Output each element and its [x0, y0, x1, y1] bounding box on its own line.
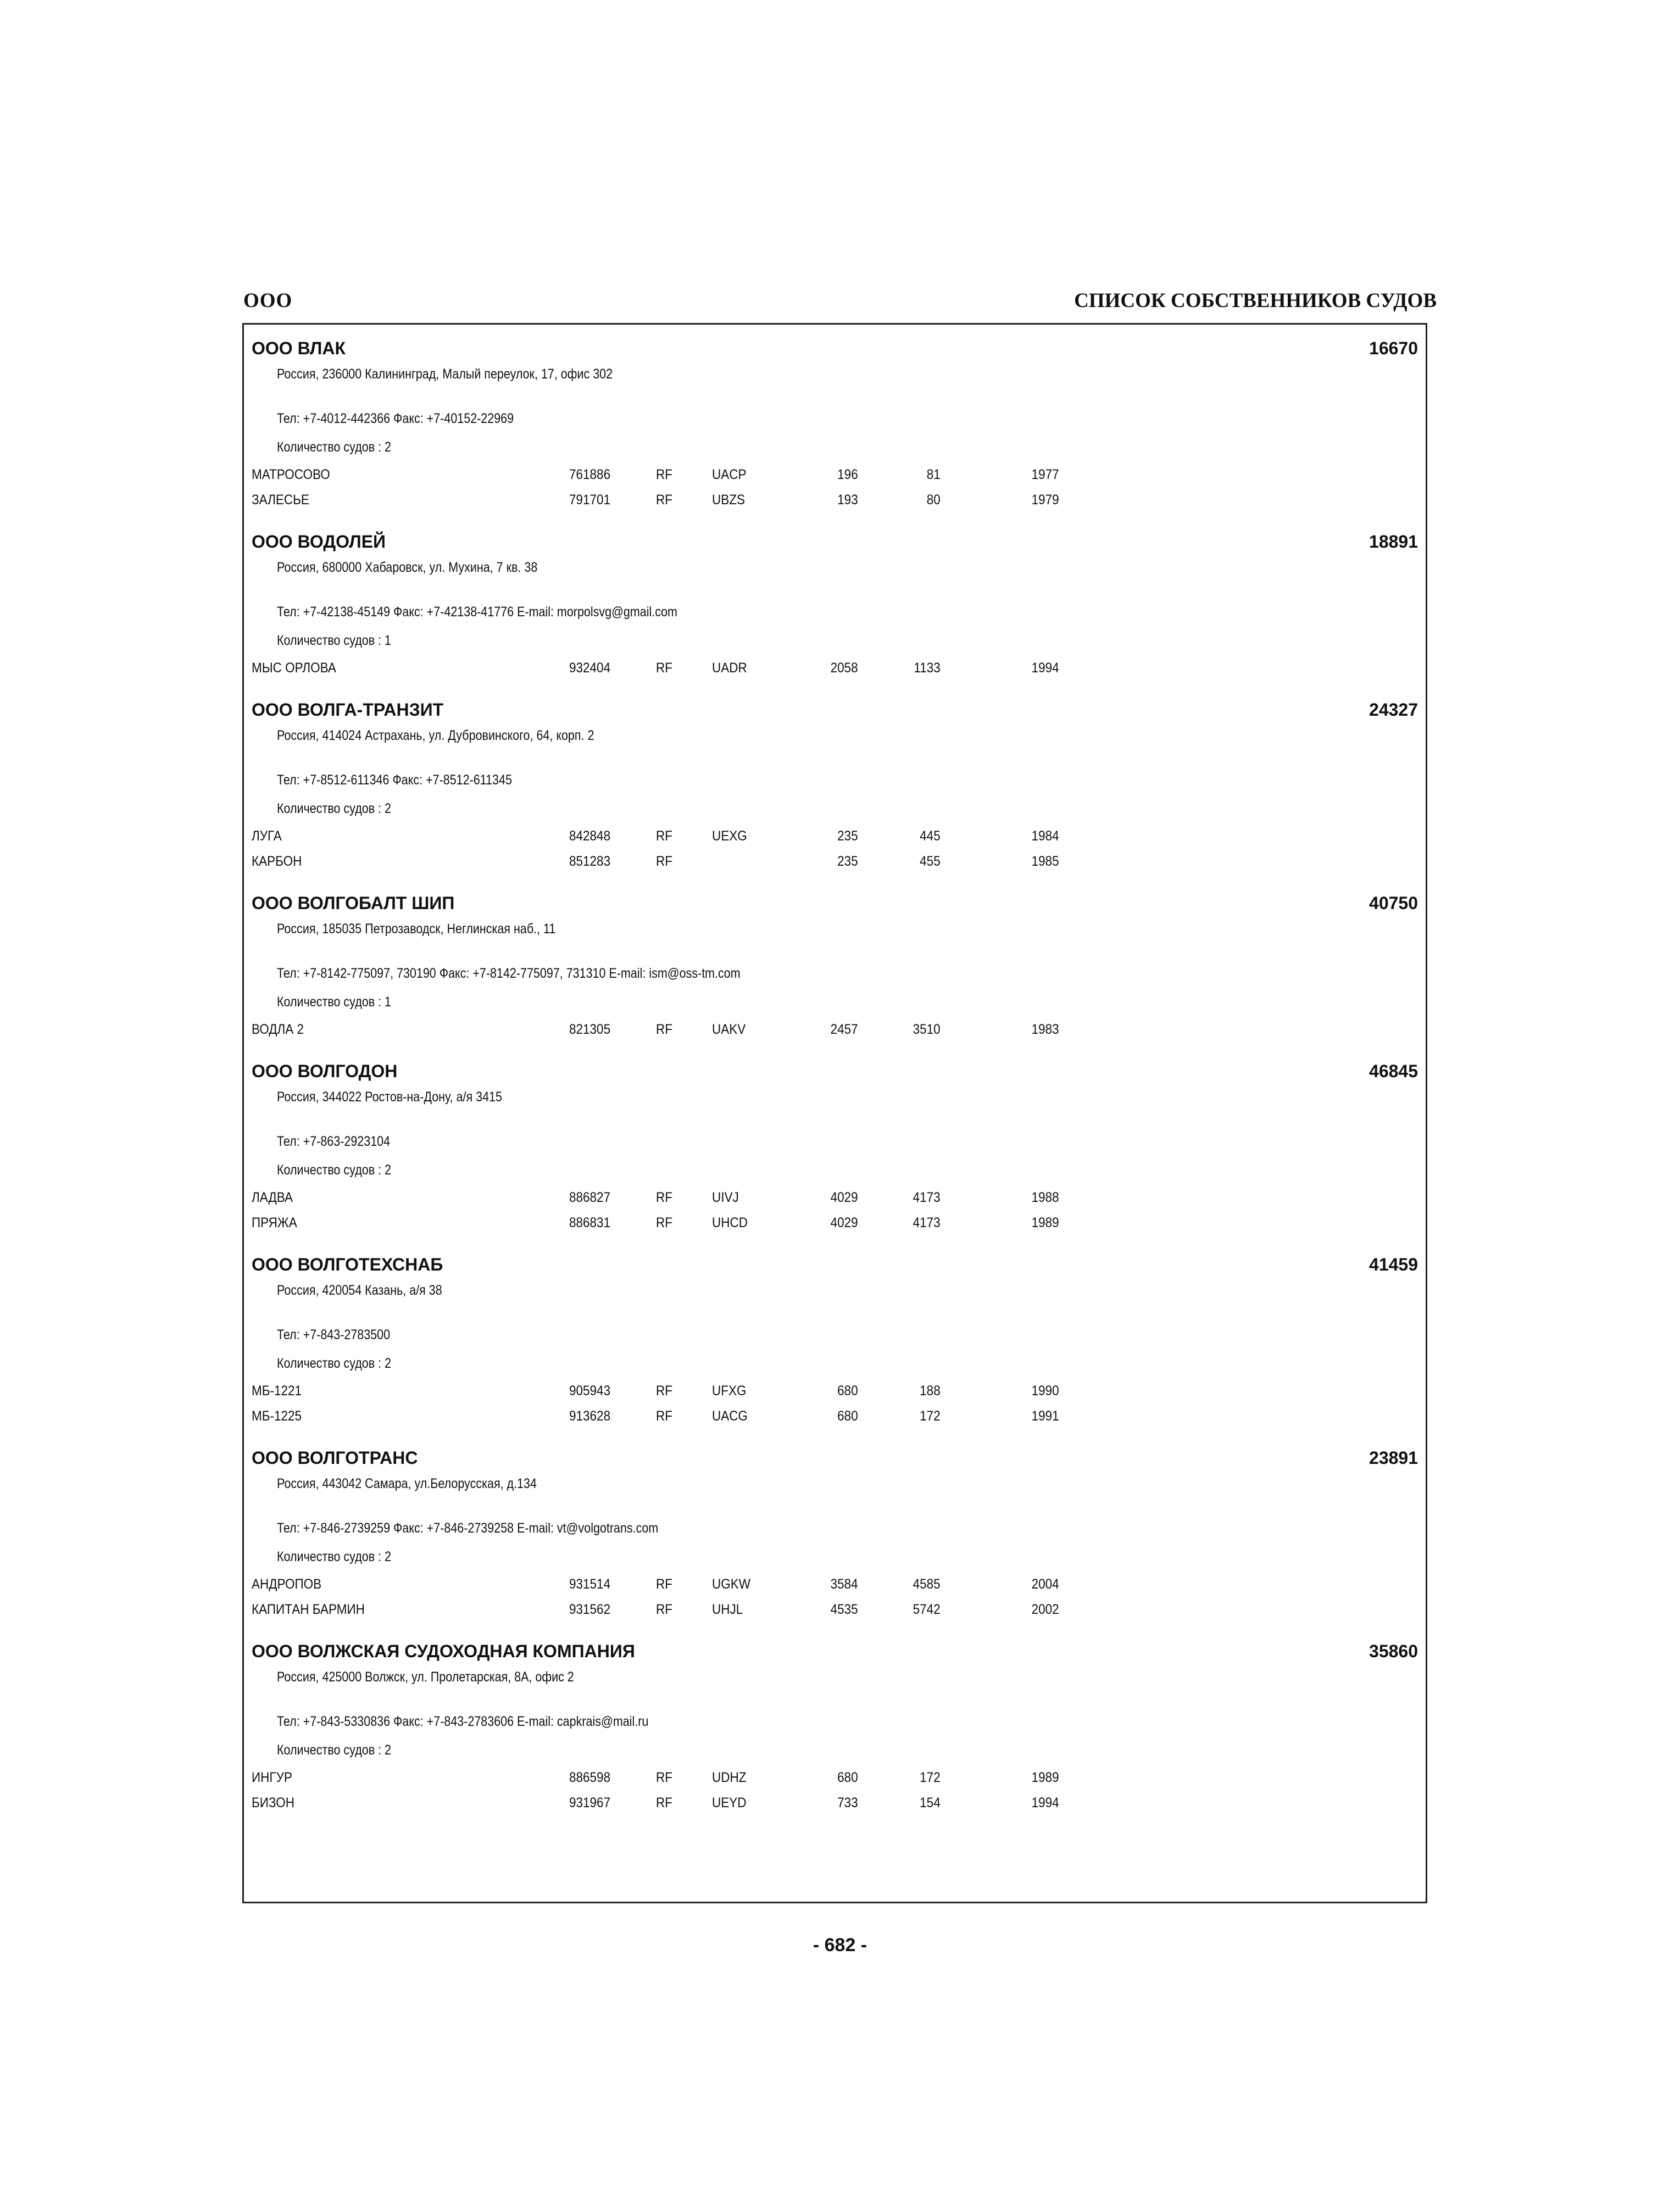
- vessel-deadweight: 3510: [913, 1022, 941, 1037]
- vessel-callsign: UDHZ: [712, 1770, 747, 1785]
- vessel-gross-tonnage: 680: [837, 1408, 858, 1424]
- vessel-count: Количество судов : 2: [277, 1549, 392, 1564]
- vessel-year: 1977: [1031, 467, 1059, 482]
- vessel-flag: RF: [656, 1576, 672, 1592]
- vessel-imo: 886831: [569, 1215, 611, 1230]
- vessel-name: БИЗОН: [252, 1795, 295, 1811]
- vessel-callsign: UEXG: [712, 828, 747, 844]
- vessel-name: ВОДЛА 2: [252, 1022, 304, 1037]
- vessel-flag: RF: [656, 1602, 672, 1617]
- owner-name: ООО ВОДОЛЕЙ: [252, 532, 386, 552]
- vessel-row: [244, 466, 1426, 483]
- owner-contacts: Тел: +7-8142-775097, 730190 Факс: +7-8142-775097, 731310 E-mail: ism@oss-tm.com: [277, 966, 741, 981]
- vessel-row: [244, 1576, 1426, 1592]
- vessel-callsign: UIVJ: [712, 1190, 739, 1205]
- owner-code: 35860: [1369, 1641, 1418, 1661]
- vessel-count: Количество судов : 1: [277, 994, 392, 1010]
- vessel-callsign: UFXG: [712, 1383, 747, 1399]
- vessel-year: 1990: [1031, 1383, 1059, 1399]
- vessel-name: МЫС ОРЛОВА: [252, 660, 336, 676]
- vessel-flag: RF: [656, 1408, 672, 1424]
- vessel-deadweight: 4585: [913, 1576, 941, 1592]
- vessel-callsign: UHCD: [712, 1215, 748, 1230]
- vessel-flag: RF: [656, 1215, 672, 1230]
- vessel-flag: RF: [656, 828, 672, 844]
- vessel-count: Количество судов : 2: [277, 1742, 392, 1758]
- vessel-row: [244, 660, 1426, 676]
- vessel-imo: 821305: [569, 1022, 611, 1037]
- vessel-deadweight: 188: [920, 1383, 941, 1399]
- vessel-year: 1994: [1031, 660, 1059, 676]
- vessel-imo: 851283: [569, 854, 611, 869]
- vessel-callsign: UEYD: [712, 1795, 747, 1811]
- owner-contacts: Тел: +7-4012-442366 Факс: +7-40152-22969: [277, 411, 514, 426]
- owner-contacts: Тел: +7-42138-45149 Факс: +7-42138-41776 E-mail: morpolsvg@gmail.com: [277, 604, 677, 620]
- vessel-count: Количество судов : 2: [277, 1162, 392, 1178]
- owner-address: Россия, 236000 Калининград, Малый переулок, 17, офис 302: [277, 366, 613, 382]
- vessel-year: 1985: [1031, 854, 1059, 869]
- vessel-name: ЛУГА: [252, 828, 282, 844]
- vessel-imo: 886598: [569, 1770, 611, 1785]
- vessel-callsign: UBZS: [712, 492, 746, 508]
- vessel-gross-tonnage: 4029: [830, 1190, 858, 1205]
- vessel-deadweight: 80: [926, 492, 941, 508]
- vessel-flag: RF: [656, 854, 672, 869]
- owner-name: ООО ВОЛГОБАЛТ ШИП: [252, 893, 455, 913]
- vessel-flag: RF: [656, 1770, 672, 1785]
- vessel-imo: 931967: [569, 1795, 611, 1811]
- vessel-gross-tonnage: 4535: [830, 1602, 858, 1617]
- owner-name: ООО ВОЛГОДОН: [252, 1061, 398, 1081]
- owner-code: 23891: [1369, 1448, 1418, 1468]
- vessel-gross-tonnage: 4029: [830, 1215, 858, 1230]
- running-header-left: ООО: [243, 289, 293, 312]
- vessel-row: [244, 1383, 1426, 1399]
- owner-address: Россия, 185035 Петрозаводск, Неглинская наб., 11: [277, 921, 556, 937]
- owner-contacts: Тел: +7-843-5330836 Факс: +7-843-2783606 E-mail: capkrais@mail.ru: [277, 1714, 649, 1729]
- vessel-deadweight: 445: [920, 828, 941, 844]
- vessel-deadweight: 1133: [914, 660, 941, 676]
- vessel-deadweight: 4173: [913, 1190, 941, 1205]
- vessel-deadweight: 81: [926, 467, 941, 482]
- vessel-flag: RF: [656, 1022, 672, 1037]
- owner-code: 41459: [1369, 1255, 1418, 1274]
- vessel-name: КАПИТАН БАРМИН: [252, 1602, 365, 1617]
- vessel-flag: RF: [656, 660, 672, 676]
- vessel-imo: 761886: [569, 467, 611, 482]
- vessel-callsign: UGKW: [712, 1576, 751, 1592]
- vessel-year: 1979: [1031, 492, 1059, 508]
- vessel-flag: RF: [656, 1190, 672, 1205]
- vessel-deadweight: 172: [920, 1770, 941, 1785]
- vessel-gross-tonnage: 2457: [830, 1022, 858, 1037]
- vessel-callsign: UHJL: [712, 1602, 743, 1617]
- vessel-name: АНДРОПОВ: [252, 1576, 322, 1592]
- owner-name: ООО ВЛАК: [252, 338, 346, 358]
- vessel-row: [244, 492, 1426, 508]
- vessel-gross-tonnage: 3584: [830, 1576, 858, 1592]
- owner-name: ООО ВОЛГОТЕХСНАБ: [252, 1255, 443, 1274]
- vessel-name: МБ-1221: [252, 1383, 302, 1399]
- owner-contacts: Тел: +7-843-2783500: [277, 1327, 391, 1342]
- owner-code: 16670: [1369, 338, 1418, 358]
- owner-code: 24327: [1369, 700, 1418, 720]
- owner-address: Россия, 344022 Ростов-на-Дону, а/я 3415: [277, 1089, 502, 1105]
- vessel-year: 2002: [1031, 1602, 1059, 1617]
- vessel-flag: RF: [656, 467, 672, 482]
- owner-address: Россия, 414024 Астрахань, ул. Дубровинского, 64, корп. 2: [277, 728, 594, 743]
- vessel-imo: 791701: [569, 492, 611, 508]
- vessel-imo: 932404: [569, 660, 611, 676]
- vessel-count: Количество судов : 2: [277, 801, 392, 816]
- vessel-gross-tonnage: 2058: [830, 660, 858, 676]
- owner-address: Россия, 443042 Самара, ул.Белорусская, д.134: [277, 1476, 537, 1491]
- vessel-row: [244, 828, 1426, 844]
- vessel-callsign: UACG: [712, 1408, 748, 1424]
- vessel-imo: 931562: [569, 1602, 611, 1617]
- vessel-name: ЗАЛЕСЬЕ: [252, 492, 309, 508]
- owner-contacts: Тел: +7-8512-611346 Факс: +7-8512-611345: [277, 772, 512, 788]
- vessel-row: [244, 853, 1426, 870]
- vessel-imo: 931514: [569, 1576, 611, 1592]
- vessel-deadweight: 5742: [913, 1602, 941, 1617]
- vessel-gross-tonnage: 235: [837, 828, 858, 844]
- vessel-flag: RF: [656, 492, 672, 508]
- owner-code: 46845: [1369, 1061, 1418, 1081]
- vessel-row: [244, 1795, 1426, 1811]
- vessel-name: КАРБОН: [252, 854, 302, 869]
- owner-name: ООО ВОЛГА-ТРАНЗИТ: [252, 700, 444, 720]
- vessel-gross-tonnage: 235: [837, 854, 858, 869]
- vessel-name: МАТРОСОВО: [252, 467, 330, 482]
- owner-address: Россия, 420054 Казань, а/я 38: [277, 1283, 442, 1298]
- vessel-deadweight: 172: [920, 1408, 941, 1424]
- vessel-callsign: UADR: [712, 660, 747, 676]
- vessel-callsign: UAKV: [712, 1022, 746, 1037]
- vessel-count: Количество судов : 2: [277, 439, 392, 455]
- owner-contacts: Тел: +7-863-2923104: [277, 1134, 391, 1149]
- vessel-callsign: UACP: [712, 467, 747, 482]
- vessel-name: ЛАДВА: [252, 1190, 293, 1205]
- vessel-year: 1988: [1031, 1190, 1059, 1205]
- vessel-year: 1989: [1031, 1770, 1059, 1785]
- vessel-count: Количество судов : 2: [277, 1356, 392, 1371]
- page-number: - 682 -: [813, 1935, 867, 1956]
- vessel-year: 1991: [1031, 1408, 1059, 1424]
- vessel-row: [244, 1215, 1426, 1231]
- owner-address: Россия, 425000 Волжск, ул. Пролетарская, 8А, офис 2: [277, 1669, 574, 1685]
- owner-contacts: Тел: +7-846-2739259 Факс: +7-846-2739258 E-mail: vt@volgotrans.com: [277, 1520, 659, 1536]
- vessel-count: Количество судов : 1: [277, 633, 392, 648]
- vessel-row: [244, 1189, 1426, 1206]
- running-header-title: СПИСОК СОБСТВЕННИКОВ СУДОВ: [1074, 289, 1437, 312]
- vessel-deadweight: 4173: [913, 1215, 941, 1230]
- vessel-name: МБ-1225: [252, 1408, 302, 1424]
- vessel-name: ПРЯЖА: [252, 1215, 297, 1230]
- owners-list-frame: [242, 323, 1427, 1903]
- vessel-year: 1989: [1031, 1215, 1059, 1230]
- vessel-gross-tonnage: 680: [837, 1383, 858, 1399]
- vessel-row: [244, 1408, 1426, 1424]
- vessel-gross-tonnage: 196: [837, 467, 858, 482]
- vessel-year: 1983: [1031, 1022, 1059, 1037]
- owner-name: ООО ВОЛГОТРАНС: [252, 1448, 418, 1468]
- vessel-imo: 913628: [569, 1408, 611, 1424]
- vessel-row: [244, 1601, 1426, 1618]
- vessel-deadweight: 154: [920, 1795, 941, 1811]
- vessel-row: [244, 1769, 1426, 1786]
- vessel-gross-tonnage: 193: [837, 492, 858, 508]
- owner-code: 18891: [1369, 532, 1418, 552]
- vessel-year: 1994: [1031, 1795, 1059, 1811]
- vessel-imo: 842848: [569, 828, 611, 844]
- vessel-gross-tonnage: 680: [837, 1770, 858, 1785]
- owner-address: Россия, 680000 Хабаровск, ул. Мухина, 7 кв. 38: [277, 560, 538, 575]
- vessel-year: 2004: [1031, 1576, 1059, 1592]
- vessel-deadweight: 455: [920, 854, 941, 869]
- owner-code: 40750: [1369, 893, 1418, 913]
- vessel-gross-tonnage: 733: [837, 1795, 858, 1811]
- vessel-imo: 886827: [569, 1190, 611, 1205]
- vessel-name: ИНГУР: [252, 1770, 292, 1785]
- vessel-flag: RF: [656, 1383, 672, 1399]
- vessel-row: [244, 1021, 1426, 1038]
- vessel-imo: 905943: [569, 1383, 611, 1399]
- vessel-flag: RF: [656, 1795, 672, 1811]
- vessel-year: 1984: [1031, 828, 1059, 844]
- owner-name: ООО ВОЛЖСКАЯ СУДОХОДНАЯ КОМПАНИЯ: [252, 1641, 635, 1661]
